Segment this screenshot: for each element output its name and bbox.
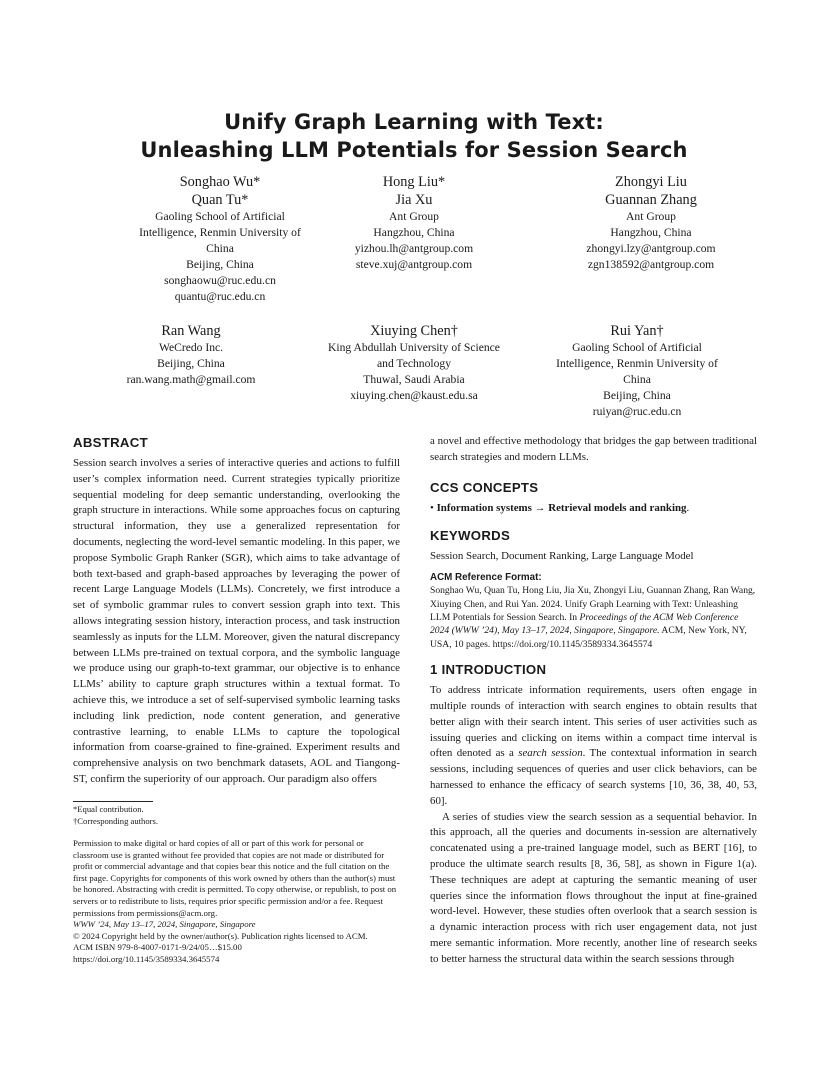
email[interactable]: zgn138592@antgroup.com	[587, 258, 715, 271]
ccs-item-b: Retrieval models and ranking	[548, 501, 687, 514]
location: Beijing, China	[186, 258, 254, 271]
ccs-arrow: →	[534, 501, 546, 514]
keywords-text: Session Search, Document Ranking, Large Language Model	[430, 550, 694, 563]
affiliation: Intelligence, Renmin University of	[556, 357, 718, 370]
location: Hangzhou, China	[610, 226, 692, 239]
permission-block	[73, 838, 400, 966]
acm-ref-text	[430, 584, 757, 651]
author-name: Zhongyi Liu	[615, 174, 687, 190]
location: Hangzhou, China	[373, 226, 455, 239]
right-column	[430, 434, 757, 968]
intro-heading: 1 INTRODUCTION	[430, 662, 547, 678]
footnotes	[73, 801, 400, 827]
acm-ref-heading: ACM Reference Format:	[430, 572, 542, 584]
doi-link[interactable]: https://doi.org/10.1145/3589334.3645574	[73, 953, 220, 964]
email[interactable]: ran.wang.math@gmail.com	[126, 373, 256, 386]
author-block-liu-xu	[289, 173, 539, 273]
ccs-concepts	[430, 501, 757, 517]
email[interactable]: ruiyan@ruc.edu.cn	[592, 405, 682, 418]
intro-p1-term: search session	[518, 747, 583, 760]
email[interactable]: zhongyi.lzy@antgroup.com	[586, 242, 716, 255]
acm-ref-part-a: Songhao Wu, Quan Tu, Hong Liu, Jia Xu, Zhongyi Liu, Guannan Zhang, Ran Wang, Xiuying Chen, and Rui Yan. 2024. Unify Graph Learning with Text: Unleashing LLM Potentials for Session Search. In	[430, 585, 756, 623]
affiliation: China	[623, 373, 651, 386]
abstract-heading: ABSTRACT	[73, 435, 148, 450]
affiliation: King Abdullah University of Science	[328, 341, 500, 354]
paper-title	[0, 108, 828, 164]
affiliation: Intelligence, Renmin University of	[139, 226, 301, 239]
copyright-line: © 2024 Copyright held by the owner/author(s). Publication rights licensed to ACM.	[73, 930, 368, 941]
email[interactable]: xiuying.chen@kaust.edu.sa	[350, 389, 478, 402]
left-column	[73, 434, 400, 788]
email[interactable]: songhaowu@ruc.edu.cn	[164, 274, 276, 287]
email[interactable]: quantu@ruc.edu.cn	[174, 290, 266, 303]
intro-p1-a: To address intricate information requirements, users often engage in multiple rounds of interaction with search engines to obtain results that better align with their search intent. This series of user activities such as issuing queries and clicking on items within a compact time interval is often denoted as a	[430, 684, 757, 760]
footnote-corresponding: †Corresponding authors.	[73, 815, 158, 826]
acm-ref-venue: Proceedings of the ACM Web Conference 2024 (WWW ’24), May 13–17, 2024, Singapore, Singapore.	[430, 612, 739, 637]
affiliation: WeCredo Inc.	[158, 341, 224, 354]
affiliation: Gaoling School of Artificial	[572, 341, 702, 354]
permission-text: Permission to make digital or hard copies of all or part of this work for personal or classroom use is granted without fee provided that copies are not made or distributed for profit or commercial advantage and that copies bear this notice and the full citation on the first page. Copyrights for components of this work owned by others than the author(s) must be honored. Abstracting with credit is permitted. To copy otherwise, or republish, to post on servers or to redistribute to lists, requires prior specific permission and/or a fee. Request permissions from permissions@acm.org.	[73, 838, 397, 918]
acm-ref-part-b: ACM, New York, NY, USA, 10 pages. https://doi.org/10.1145/3589334.3645574	[430, 625, 747, 650]
author-name: Rui Yan†	[610, 323, 664, 339]
title-line-2: Unleashing LLM Potentials for Session Search	[140, 138, 688, 162]
affiliation: and Technology	[377, 357, 451, 370]
author-block-liu-zhang	[526, 173, 776, 273]
abstract-continued: a novel and effective methodology that bridges the gap between traditional search strategies and modern LLMs.	[430, 435, 757, 463]
ccs-bullet: •	[430, 501, 434, 514]
footnote-equal: *Equal contribution.	[73, 804, 144, 814]
author-name: Quan Tu*	[191, 192, 249, 208]
affiliation: Gaoling School of Artificial	[155, 210, 285, 223]
intro-paragraph-1	[430, 683, 757, 809]
intro-paragraph-2: A series of studies view the search session as a sequential behavior. In this approach, all the queries and documents in-session are alternatively concatenated using a pre-trained language model, such as BERT [16], to produce the ultimate search results [8, 36, 58], as shown in Figure 1(a). These techniques are adept at capturing the semantic meaning of user queries since the information flows throughout the input at fine-grained word-level. However, these studies often overlook that a search session is a dynamic interaction process with rich user engagement data, not just mere semantic information. More recently, another line of research seeks to better harness the structural data within the search sessions through	[430, 810, 757, 965]
title-line-1: Unify Graph Learning with Text:	[224, 110, 604, 134]
email[interactable]: yizhou.lh@antgroup.com	[354, 242, 474, 255]
affiliation: Ant Group	[389, 210, 439, 223]
author-block-chen	[289, 322, 539, 404]
intro-p1-b: . The contextual information in search sessions, including sequences of queries and user click behaviors, can be harnessed to enhance the efficacy of search systems [10, 36, 38, 40, 53, 60].	[430, 747, 757, 807]
email[interactable]: steve.xuj@antgroup.com	[355, 258, 473, 271]
author-name: Songhao Wu*	[179, 174, 261, 190]
ccs-period: .	[686, 501, 690, 514]
author-name: Guannan Zhang	[605, 192, 697, 208]
keywords-heading: KEYWORDS	[430, 528, 511, 544]
ccs-item-a: Information systems	[436, 501, 532, 514]
author-name: Hong Liu*	[382, 174, 446, 190]
author-name: Xiuying Chen†	[370, 323, 458, 339]
location: Beijing, China	[157, 357, 225, 370]
footnote-rule	[73, 801, 153, 802]
abstract-text: Session search involves a series of interactive queries and actions to fulfill user’s complex information need. Current strategies typically prioritize sequential modeling for deep semantic understanding, overlooking the graph structure in interactions. While some approaches focus on capturing structural information, they use a generalized representation for documents, neglecting the word-level semantic modeling. In this paper, we propose Symbolic Graph Ranker (SGR), which aims to take advantage of both text-based and graph-based approaches by leveraging the power of recent Large Language Models (LLMs). Concretely, we first introduce a set of symbolic grammar rules to convert session graph into text. This allows integrating session history, interaction process, and task instruction seamlessly as inputs for the LLM. Moreover, given the natural discrepancy between LLMs pre-trained on textual corpora, and the symbolic language we produce using our graph-to-text grammar, our objective is to enhance LLMs’ ability to capture graph structures within a textual format. To achieve this, we introduce a set of self-supervised symbolic learning tasks including link prediction, node content generation, and generative contrastive learning, to enable LLMs to capture the topological information from coarse-grained to fine-grained. Experiment results and comprehensive analysis on two benchmark datasets, AOL and Tiangong-ST, confirm the superiority of our approach. Our paradigm also offers	[73, 457, 400, 785]
ccs-heading: CCS CONCEPTS	[430, 479, 539, 495]
author-name: Jia Xu	[395, 192, 433, 208]
affiliation: China	[206, 242, 234, 255]
location: Beijing, China	[603, 389, 671, 402]
author-block-yan	[512, 322, 762, 420]
isbn-line: ACM ISBN 979-8-4007-0171-9/24/05…$15.00	[73, 942, 242, 953]
author-block-wang	[66, 322, 316, 388]
location: Thuwal, Saudi Arabia	[363, 373, 465, 386]
conference-line: WWW ’24, May 13–17, 2024, Singapore, Singapore	[73, 919, 256, 930]
author-name: Ran Wang	[161, 323, 221, 339]
affiliation: Ant Group	[626, 210, 676, 223]
